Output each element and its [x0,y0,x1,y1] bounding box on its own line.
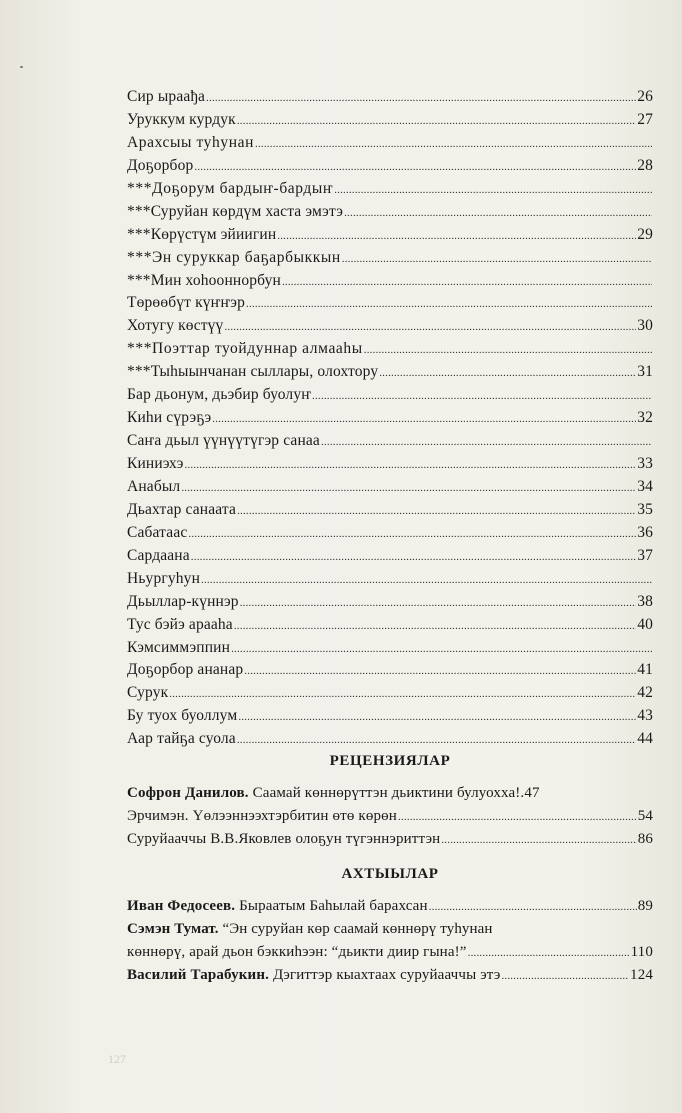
afterword-entry: Иван Федосеев. Быраатым Баһылай барахсан ..... 89 [127,895,653,918]
toc-entry: Тус бэйэ арааһа ..... 40 [127,614,653,637]
toc-entry: Дьахтар санаата ..... 35 [127,499,653,522]
toc-entry: Сир ыраађа ..... 26 [127,86,653,109]
toc-entry: Аар тайҕа суола ..... 44 [127,728,653,751]
afterwords-list [127,895,653,987]
toc-entry: Арахсыы туһунан ..... [127,132,653,155]
table-of-contents [127,86,653,751]
reviews-list [127,782,653,851]
toc-entry: ***Суруйан көрдүм хаста эмэтэ ..... [127,201,653,224]
toc-entry: Киниэхэ ..... 33 [127,453,653,476]
afterword-entry-continued: көннөрү, арай дьон бэккиһээн: “дьикти диир гына!” ..... 110 [127,941,653,964]
toc-entry: Сурук ..... 42 [127,682,653,705]
toc-entry: Доҕорбор ананар ..... 41 [127,659,653,682]
review-entry: Софрон Данилов. Саамай көннөрүттэн дьиктини булуохха!. 47 [127,785,540,801]
toc-entry: ***Тыһыынчанан сыллары, олохтору ..... 31 [127,361,653,384]
toc-entry: Доҕорбор ..... 28 [127,155,653,178]
toc-entry: Сабатаас ..... 36 [127,522,653,545]
afterwords-heading: АХТЫЫЛАР [341,866,439,882]
toc-entry: Хотугу көстүү ..... 30 [127,315,653,338]
review-entry: Эрчимэн. Үөлээннээхтэрбитин өтө көрөн ..... 54 [127,805,653,828]
toc-entry: Бар дьонум, дьэбир буолуҥ ..... [127,384,653,407]
toc-entry: Бу туох буоллум ..... 43 [127,705,653,728]
reviews-section [127,751,653,771]
reviews-heading: РЕЦЕНЗИЯЛАР [329,753,451,769]
toc-entry: ***Эн суруккар баҕарбыккын ..... [127,247,653,270]
toc-entry: ***Көрүстүм эйиигин ..... 29 [127,224,653,247]
ink-speck [20,66,23,68]
afterwords-section [127,864,653,884]
toc-entry: Сардаана ..... 37 [127,545,653,568]
toc-entry: Дьыллар-күннэр ..... 38 [127,591,653,614]
toc-entry: ***Поэттар туойдуннар алмааһы ..... [127,338,653,361]
toc-entry: Саҥа дьыл үүнүүтүгэр санаа ..... [127,430,653,453]
toc-entry: Уруккум курдук ..... 27 [127,109,653,132]
toc-entry: Кэмсиммэппин ..... [127,637,653,660]
afterword-entry: Василий Тарабукин. Дэгиттэр кыахтаах суруйааччы этэ ..... 124 [127,964,653,987]
afterword-entry: Сэмэн Тумат. “Эн суруйан көр саамай көннөрү туһунан [127,921,493,937]
toc-entry: Анабыл ..... 34 [127,476,653,499]
toc-entry: ***Доҕорум бардыҥ-бардыҥ ..... [127,178,653,201]
toc-entry: ***Мин хоһооннорбун ..... [127,270,653,293]
toc-entry: Киһи сүрэҕэ ..... 32 [127,407,653,430]
page-number: 127 [108,1052,126,1066]
toc-entry: Төрөөбүт күҥҥэр ..... [127,292,653,315]
review-entry: Суруйааччы В.В.Яковлев олоҕун түгэннэриттэн ..... 86 [127,828,653,851]
toc-entry: Ньургуһун ..... [127,568,653,591]
